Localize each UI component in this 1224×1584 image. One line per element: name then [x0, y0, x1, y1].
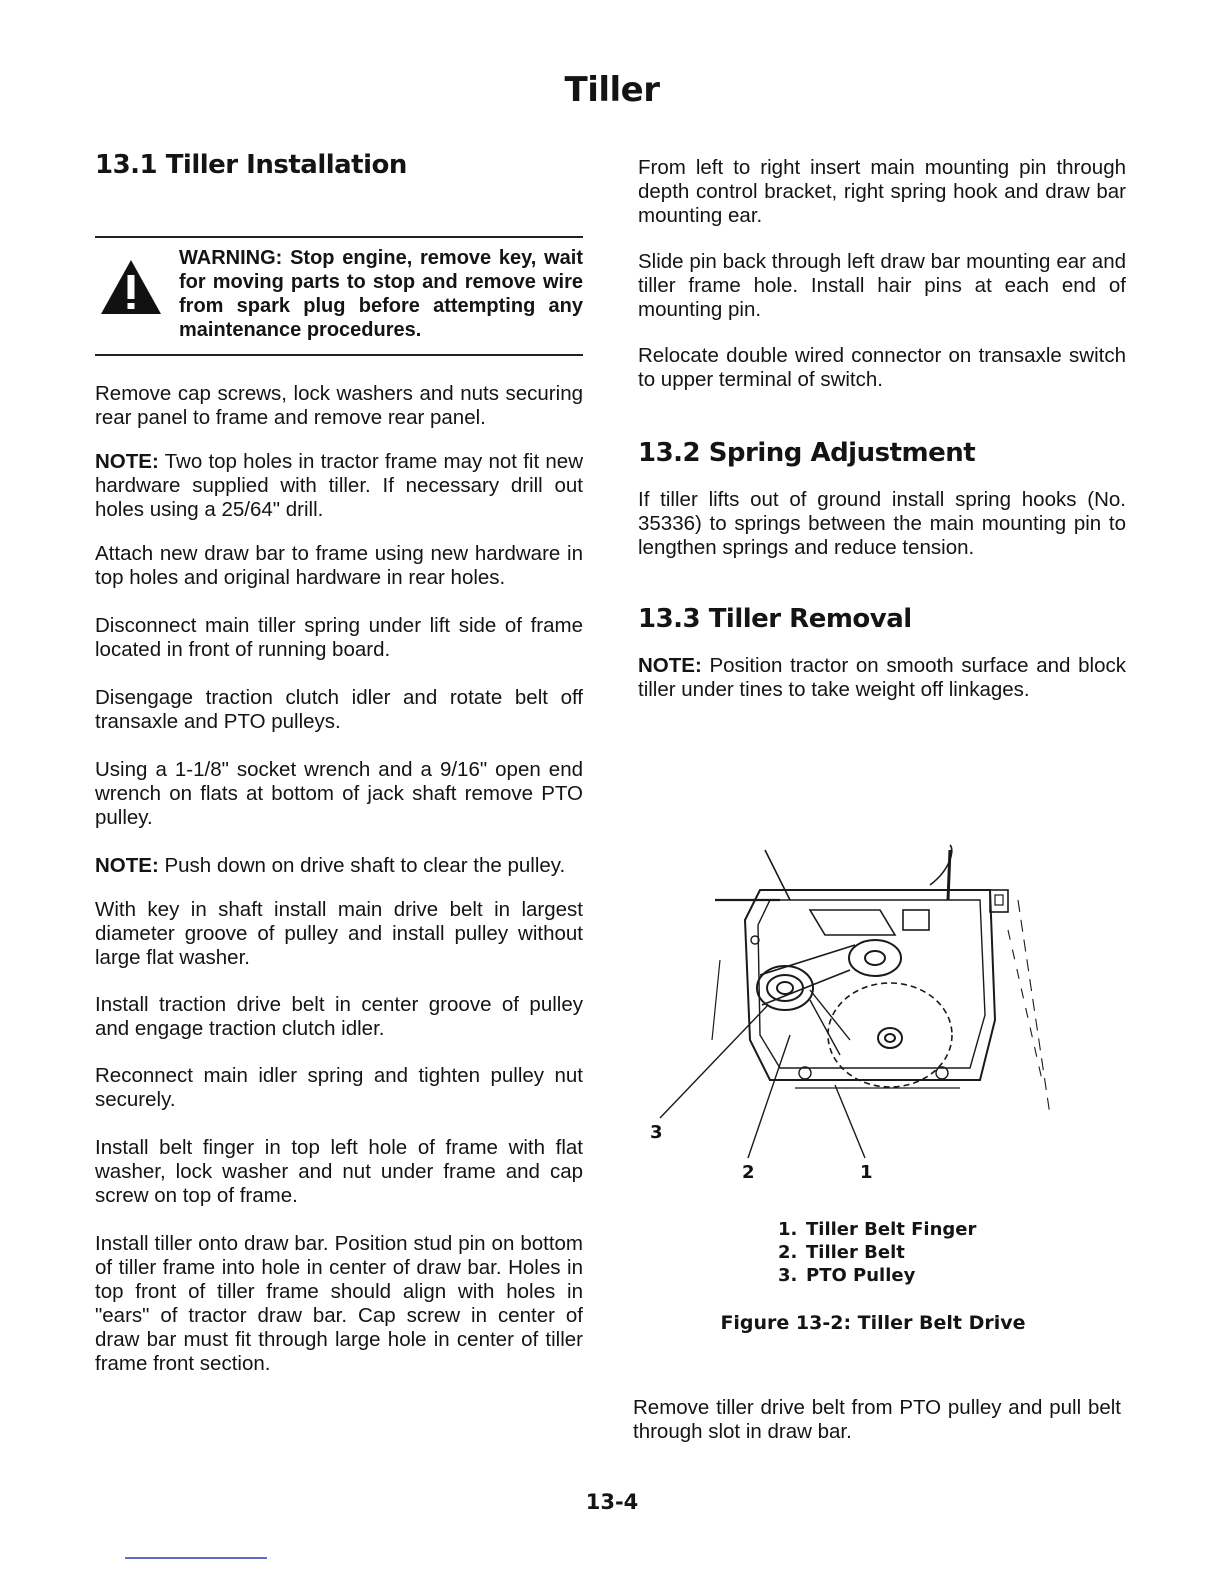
warning-text: WARNING: Stop engine, remove key, wait for moving parts to stop and remove wire from spark plug before attempting any maintenance procedures. — [179, 247, 583, 341]
paragraph: Reconnect main idler spring and tighten pulley nut securely. — [95, 1064, 583, 1111]
figure-legend — [778, 1218, 976, 1287]
legend-item — [778, 1218, 976, 1241]
legend-item — [778, 1241, 976, 1264]
paragraph: Remove cap screws, lock washers and nuts securing rear panel to frame and remove rear panel. — [95, 382, 583, 429]
paragraph: Relocate double wired connector on transaxle switch to upper terminal of switch. — [638, 344, 1126, 391]
paragraph: Remove tiller drive belt from PTO pulley and pull belt through slot in draw bar. — [633, 1396, 1121, 1443]
note-text: Position tractor on smooth surface and block tiller under tines to take weight off linkages. — [638, 654, 1126, 701]
idler-pulley — [849, 940, 901, 976]
page-number: 13-4 — [585, 1490, 639, 1514]
note-label: NOTE: — [95, 450, 159, 473]
paragraph: If tiller lifts out of ground install spring hooks (No. 35336) to springs between the main mounting pin to lengthen springs and reduce tension. — [638, 488, 1126, 559]
paragraph: Disengage traction clutch idler and rotate belt off transaxle and PTO pulleys. — [95, 686, 583, 733]
figure-caption: Figure 13-2: Tiller Belt Drive — [720, 1312, 1026, 1334]
paragraph: Using a 1-1/8" socket wrench and a 9/16" open end wrench on flats at bottom of jack shaft remove PTO pulley. — [95, 758, 583, 829]
note-paragraph — [638, 654, 1126, 702]
frame-outline — [745, 890, 995, 1080]
divider-line — [125, 1557, 267, 1559]
legend-number: 3. — [778, 1265, 798, 1286]
note-text: Push down on drive shaft to clear the pulley. — [158, 854, 566, 877]
note-text: Two top holes in tractor frame may not fit new hardware supplied with tiller. If necessary drill out holes using a 25/64" drill. — [95, 450, 583, 521]
legend-number: 2. — [778, 1242, 798, 1263]
section-heading-installation: 13.1 Tiller Installation — [95, 150, 407, 180]
legend-label: Tiller Belt — [806, 1242, 905, 1263]
page-title: Tiller — [564, 70, 660, 110]
warning-triangle-icon — [99, 258, 163, 316]
paragraph: Disconnect main tiller spring under lift side of frame located in front of running board. — [95, 614, 583, 661]
section-heading-spring: 13.2 Spring Adjustment — [638, 438, 976, 468]
left-column — [95, 150, 583, 1376]
paragraph: Install belt finger in top left hole of frame with flat washer, lock washer and nut under frame and cap screw on top of frame. — [95, 1136, 583, 1207]
tiller-belt-drive-figure — [650, 840, 1070, 1190]
callout-1: 1 — [860, 1162, 873, 1183]
paragraph: Attach new draw bar to frame using new hardware in top holes and original hardware in rear holes. — [95, 542, 583, 589]
note-label: NOTE: — [638, 654, 702, 677]
warning-box — [95, 236, 583, 356]
paragraph: From left to right insert main mounting pin through depth control bracket, right spring hook and draw bar mounting ear. — [638, 156, 1126, 227]
section-heading-removal: 13.3 Tiller Removal — [638, 604, 912, 634]
note-paragraph — [95, 854, 583, 878]
note-label: NOTE: — [95, 854, 159, 877]
callout-3: 3 — [650, 1122, 663, 1143]
paragraph: Install traction drive belt in center groove of pulley and engage traction clutch idler. — [95, 993, 583, 1040]
callout-2: 2 — [742, 1162, 755, 1183]
legend-number: 1. — [778, 1219, 798, 1240]
legend-item — [778, 1264, 976, 1287]
legend-label: PTO Pulley — [806, 1265, 916, 1286]
note-paragraph — [95, 450, 583, 522]
paragraph: Slide pin back through left draw bar mounting ear and tiller frame hole. Install hair pins at each end of mounting pin. — [638, 250, 1126, 321]
leader-line-1 — [835, 1085, 865, 1158]
right-column — [638, 156, 1126, 702]
legend-label: Tiller Belt Finger — [806, 1219, 977, 1240]
paragraph: Install tiller onto draw bar. Position stud pin on bottom of tiller frame into hole in center of draw bar. Holes in top front of tiller frame should align with holes in "ears" of tractor draw bar. Cap screw in center of draw bar must fit through large hole in center of tiller frame front section. — [95, 1232, 583, 1375]
paragraph: With key in shaft install main drive belt in largest diameter groove of pulley and install pulley without large flat washer. — [95, 898, 583, 969]
leader-line-2 — [748, 1035, 790, 1158]
